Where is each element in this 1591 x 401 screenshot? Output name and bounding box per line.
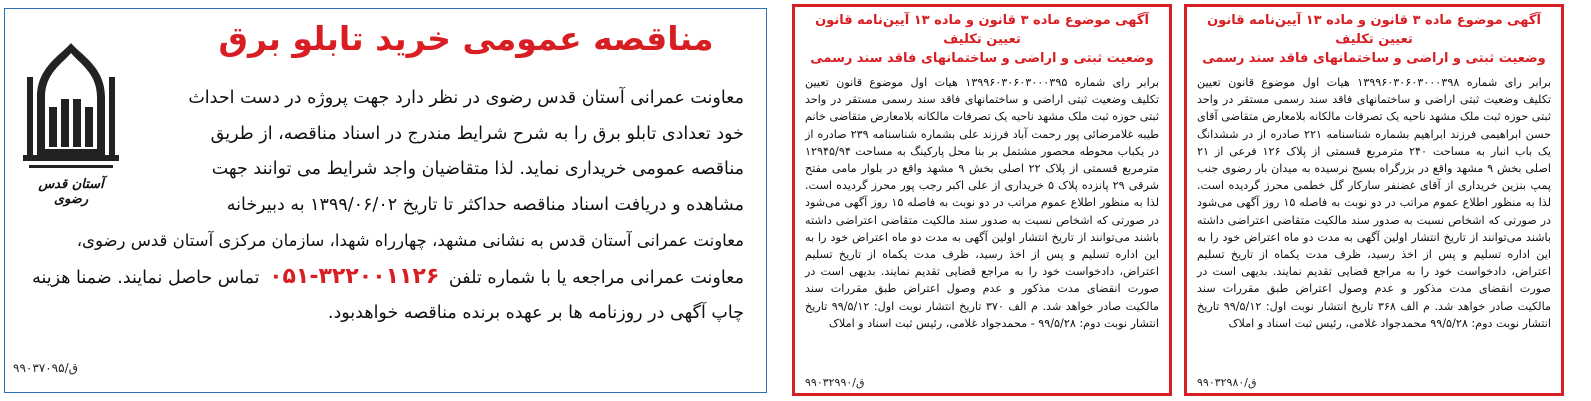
tender-line-6 [32,259,744,297]
tender-line-5: معاونت عمرانی آستان قدس به نشانی مشهد، چهارراه شهدا، سازمان مرکزی آستان قدس رضوی، [76,231,744,250]
tender-ad [4,8,767,393]
tender-title: مناقصه عمومی خرید تابلو برق [218,19,714,58]
astan-quds-logo [19,37,123,227]
tender-phone-number: ۰۵۱-۳۲۲۰۰۱۱۲۶ [269,263,440,289]
tender-body [32,81,744,332]
notice-right-title-line-1: آگهی موضوع ماده ۳ قانون و ماده ۱۳ آیین‌نامه قانون تعیین تکلیف [1207,13,1541,47]
notice-middle-title-line-1: آگهی موضوع ماده ۳ قانون و ماده ۱۳ آیین‌نامه قانون تعیین تکلیف [815,13,1149,47]
tender-line-4: مشاهده و دریافت اسناد مناقصه حداکثر تا تاریخ ۱۳۹۹/۰۶/۰۲ به دبیرخانه [226,194,744,215]
notice-right-title [1195,11,1553,68]
notice-middle-title [803,11,1161,68]
notice-middle-code: ق/۹۹۰۳۲۹۹۰ [805,376,865,389]
tender-line-2: خود تعدادی تابلو برق را به شرح شرایط مندرج در اسناد مناقصه، از طریق [210,123,744,144]
registry-notice-right [1184,4,1564,396]
notice-right-body: برابر رای شماره ۱۳۹۹۶۰۳۰۶۰۳۰۰۰۳۹۸ هیات اول موضوع قانون تعیین تکلیف وضعیت ثبتی اراضی و ساختمانهای فاقد سند رسمی مستقر در واحد ثبتی حوزه ثبت ملک مشهد ناحیه یک تصرفات مالکانه بلامعارض متقاضی آقای حسن ابراهیمی فرزند ابراهیم بشماره شناسنامه ۲۲۱ صادره از در ششدانگ یک باب انبار به مساحت ۲۴۰ مترمربع قسمتی از پلاک ۱۲۶ فرعی از ۲۱ اصلی بخش ۹ مشهد واقع در بزرگراه بسیج نرسیده به میدان بار رضوی جنب پمپ بنزین خریداری از آقای غضنفر سارکار گل خطمی محرز گردیده است. لذا به منظور اطلاع عموم مراتب در دو نوبت به فاصله ۱۵ روز آگهی می‌شود در صورتی که اشخاص نسبت به صدور سند مالکیت متقاضی اعتراضی داشته باشند می‌توانند از تاریخ انتشار اولین آگهی به مدت دو ماه اعتراض خود را به این اداره تسلیم و پس از اخذ رسید، ظرف مدت یکماه از تاریخ تسلیم اعتراض، دادخواست خود را به مراجع قضایی تقدیم نمایند. بدیهی است در صورت انقضای مدت مذکور و عدم وصول اعتراض طبق مقررات سند مالکیت صادر خواهد شد. م الف ۳۶۸ تاریخ انتشار نوبت اول: ۹۹/۵/۱۲ تاریخ انتشار نوبت دوم: ۹۹/۵/۲۸ محمدجواد غلامی، رئیس ثبت اسناد و املاک [1197,76,1552,330]
tender-line-7: چاپ آگهی در روزنامه ها بر عهده برنده مناقصه خواهدبود. [327,303,744,323]
tender-line-6-start: معاونت عمرانی مراجعه یا با شماره تلفن [448,267,744,288]
tender-line-3: مناقصه عمومی خریداری نماید. لذا متقاضیان واجد شرایط می توانند جهت [211,159,744,179]
tender-line-1: معاونت عمرانی آستان قدس رضوی در نظر دارد جهت پروژه در دست احداث [188,88,744,108]
notice-middle-body: برابر رای شماره ۱۳۹۹۶۰۳۰۶۰۳۰۰۰۳۹۵ هیات اول موضوع قانون تعیین تکلیف وضعیت ثبتی اراضی و ساختمانهای فاقد سند رسمی مستقر در واحد ثبتی حوزه ثبت ملک مشهد ناحیه یک تصرفات مالکانه بلامعارض متقاضی خانم طیبه غلامرضائی پور رحمت آباد فرزند علی بشماره شناسنامه ۲۳۹ صادره از در یکباب محوطه محصور مشتمل بر بنا محل پارکینگ به مساحت ۱۲۹۴۵/۹۴ مترمربع قسمتی از پلاک ۲۲ اصلی بخش ۹ مشهد واقع در بلوار مامی مفتح شرقی ۲۹ پانزده پلاک ۵ خریداری از علی اکبر رجب پور محرز گردیده است. لذا به منظور اطلاع عموم مراتب در دو نوبت به فاصله ۱۵ روز آگهی می‌شود در صورتی که اشخاص نسبت به صدور سند مالکیت متقاضی اعتراضی داشته باشند می‌توانند از تاریخ انتشار اولین آگهی به مدت دو ماه اعتراض خود را به این اداره تسلیم و پس از اخذ رسید، ظرف مدت یکماه از تاریخ تسلیم اعتراض، دادخواست خود را به مراجع قضایی تقدیم نمایند. بدیهی است در صورت انقضای مدت مذکور و عدم وصول اعتراض طبق مقررات سند مالکیت صادر خواهد شد. م الف ۳۷۰ تاریخ انتشار نوبت اول: ۹۹/۵/۱۲ تاریخ انتشار نوبت دوم: ۹۹/۵/۲۸ - محمدجواد غلامی، رئیس ثبت اسناد و املاک [805,76,1159,330]
tender-code: ق/۹۹۰۳۷۰۹۵ [13,361,78,375]
notice-middle-title-line-2: وضعیت ثبتی و اراضی و ساختمانهای فاقد سند رسمی [810,51,1154,66]
registry-notice-middle [792,4,1172,396]
tender-line-6-end: تماس حاصل نمایند. ضمنا هزینه [32,267,260,288]
notice-right-title-line-2: وضعیت ثبتی و اراضی و ساختمانهای فاقد سند رسمی [1202,51,1546,66]
notice-right-code: ق/۹۹۰۳۲۹۸۰ [1197,376,1257,389]
logo-caption: آستان قدس رضوی [38,177,104,207]
